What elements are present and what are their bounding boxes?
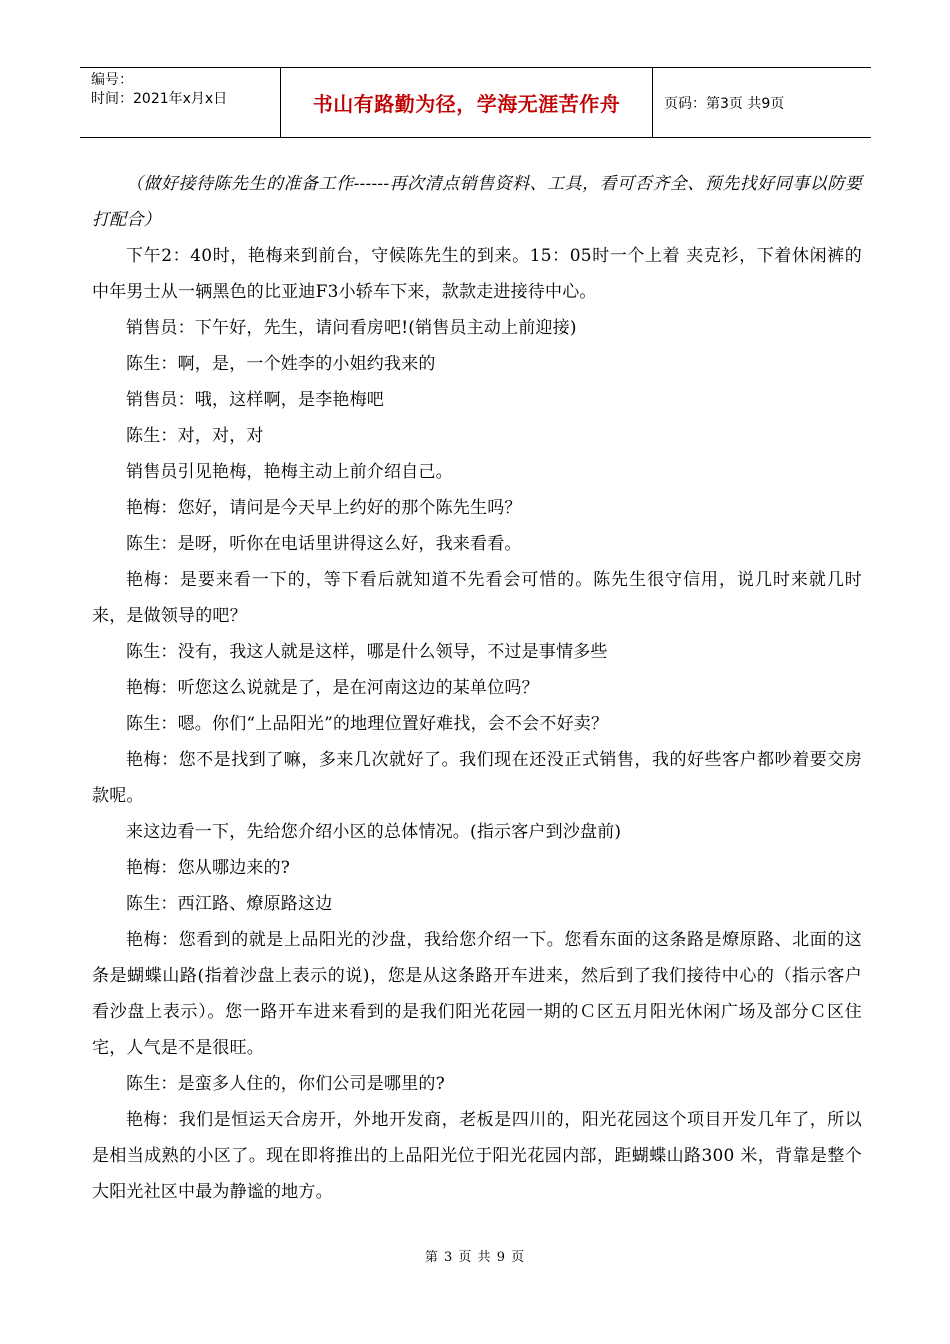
paragraph: 陈生：啊，是，一个姓李的小姐约我来的 [126, 354, 436, 374]
paragraph: 陈生：是呀，听你在电话里讲得这么好，我来看看。 [126, 534, 522, 554]
paragraph: 陈生：嗯。你们“上品阳光”的地理位置好难找，会不会不好卖？ [126, 714, 609, 734]
paragraph: 陈生：没有，我这人就是这样，哪是什么领导，不过是事情多些 [126, 642, 608, 662]
paragraph: 陈生：西江路、燎原路这边 [126, 894, 333, 914]
paragraph: 艳梅：您不是找到了嘛，多来几次就好了。我们现在还没正式销售，我的好些客户都吵着要交房款呢。 [92, 750, 862, 806]
header-meta-cell [80, 68, 281, 137]
paragraph: 销售员：下午好，先生，请问看房吧!(销售员主动上前迎接) [126, 318, 577, 338]
paragraph: 艳梅：听您这么说就是了，是在河南这边的某单位吗？ [126, 678, 539, 698]
paragraph: 销售员：哦，这样啊，是李艳梅吧 [126, 390, 384, 410]
document-body [92, 166, 862, 1210]
paragraph: 艳梅：您从哪边来的? [126, 858, 291, 878]
paragraph: （做好接待陈先生的准备工作------再次清点销售资料、工具，看可否齐全、预先找好同事以防要打配合） [92, 174, 862, 230]
paragraph: 销售员引见艳梅，艳梅主动上前介绍自己。 [126, 462, 453, 482]
paragraph: 陈生：对，对，对 [126, 426, 264, 446]
paragraph: 艳梅：是要来看一下的，等下看后就知道不先看会可惜的。陈先生很守信用，说几时来就几时来，是做领导的吧？ [92, 570, 862, 626]
paragraph: 艳梅：我们是恒运天合房开，外地开发商，老板是四川的，阳光花园这个项目开发几年了，所以是相当成熟的小区了。现在即将推出的上品阳光位于阳光花园内部，距蝴蝶山路300 米，背靠是整个大阳光社区中最为静谧的地方。 [92, 1110, 862, 1202]
paragraph: 陈生：是蛮多人住的，你们公司是哪里的? [126, 1074, 445, 1094]
document-number-label: 编号： [91, 72, 133, 88]
header-motto: 书山有路勤为径，学海无涯苦作舟 [281, 68, 653, 137]
paragraph: 来这边看一下，先给您介绍小区的总体情况。(指示客户到沙盘前) [126, 822, 622, 842]
page-footer: 第 3 页 共 9 页 [424, 1250, 526, 1265]
document-date: 时间：2021年x月x日 [91, 91, 228, 107]
document-header [80, 67, 871, 138]
paragraph: 艳梅：您看到的就是上品阳光的沙盘，我给您介绍一下。您看东面的这条路是燎原路、北面的这条是蝴蝶山路(指着沙盘上表示的说)，您是从这条路开车进来，然后到了我们接待中心的（指示客户看沙盘上表示）。您一路开车进来看到的是我们阳光花园一期的Ｃ区五月阳光休闲广场及部分Ｃ区住宅，人气是不是很旺。 [92, 930, 862, 1058]
header-page-info: 页码：第3页 共9页 [664, 95, 785, 112]
paragraph: 艳梅：您好，请问是今天早上约好的那个陈先生吗？ [126, 498, 522, 518]
paragraph: 下午2：40时，艳梅来到前台，守候陈先生的到来。15：05时一个上着 夹克衫，下着休闲裤的中年男士从一辆黑色的比亚迪F3小轿车下来，款款走进接待中心。 [92, 246, 862, 302]
